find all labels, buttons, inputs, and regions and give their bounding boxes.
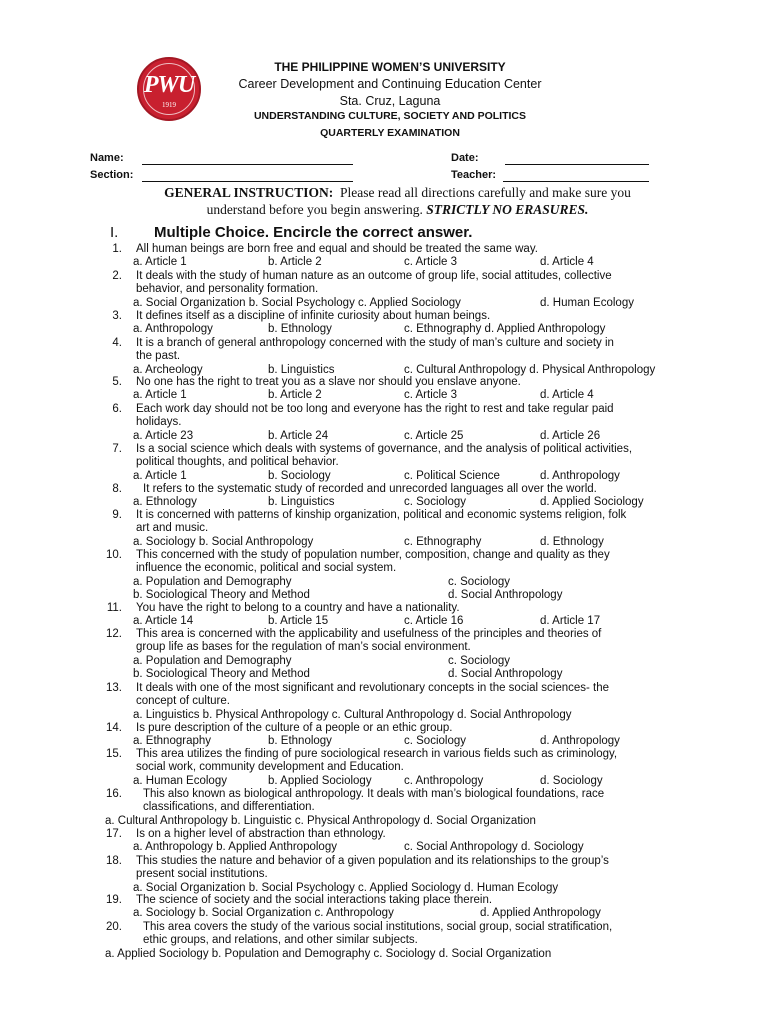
question-text: It refers to the systematic study of recorded and unrecorded languages all over the world.	[143, 483, 597, 495]
name-label: Name:	[90, 152, 124, 164]
question-number: 10.	[106, 549, 122, 561]
section-number: I.	[110, 224, 119, 241]
instruction-line-1	[110, 184, 685, 201]
answer-choice[interactable]: c. Article 25	[404, 429, 464, 442]
instruction-label: GENERAL INSTRUCTION:	[164, 185, 334, 200]
question-text: present social institutions.	[136, 868, 268, 881]
question-text: group life as bases for the regulation of man’s social environment.	[136, 641, 471, 654]
university-name: THE PHILIPPINE WOMEN’S UNIVERSITY	[274, 60, 506, 74]
question-text: It deals with one of the most significant and revolutionary concepts in the social sciences- the	[136, 682, 610, 694]
answer-choice[interactable]: c. Sociology	[448, 575, 511, 588]
answer-choice[interactable]: d. Sociology	[540, 774, 603, 787]
answer-choice[interactable]: d. Anthropology	[540, 469, 620, 482]
instruction-line-2	[110, 201, 685, 218]
question-number: 4.	[112, 337, 122, 349]
question-text: art and music.	[136, 522, 209, 535]
answer-choice[interactable]: a. Sociology b. Social Anthropology	[133, 535, 314, 548]
date-line	[505, 164, 649, 165]
section-title: Multiple Choice. Encircle the correct answer.	[154, 224, 473, 241]
question-text: It defines itself as a discipline of infinite curiosity about human beings.	[136, 310, 491, 322]
question-number: 3.	[112, 310, 122, 322]
answer-choice[interactable]: c. Sociology	[404, 496, 467, 509]
question-text: The science of society and the social interactions taking place therein.	[136, 894, 493, 906]
question-text: Is a social science which deals with systems of governance, and the analysis of political activities,	[136, 443, 633, 455]
answer-choice[interactable]: c. Article 16	[404, 615, 464, 628]
answer-choice[interactable]: a. Sociology b. Social Organization c. Anthropology	[133, 907, 394, 920]
answer-choice[interactable]: c. Ethnography d. Applied Anthropology	[404, 323, 606, 336]
question-text: This concerned with the study of population number, composition, change and quality as they	[136, 549, 610, 561]
answer-choice[interactable]: b. Sociological Theory and Method	[133, 588, 310, 601]
answer-choice[interactable]: d. Social Anthropology	[448, 667, 563, 680]
answer-choice[interactable]: c. Sociology	[404, 735, 467, 748]
question-text: Is on a higher level of abstraction than ethnology.	[136, 828, 386, 840]
answer-choice[interactable]: d. Article 4	[540, 256, 594, 269]
question-text: Is pure description of the culture of a people or an ethic group.	[136, 722, 453, 734]
answer-choice[interactable]: a. Anthropology b. Applied Anthropology	[133, 841, 337, 854]
answer-choice[interactable]: a. Ethnology	[133, 496, 197, 509]
question-number: 2.	[112, 270, 122, 282]
instruction-emphasis: STRICTLY NO ERASURES.	[426, 202, 589, 217]
question-number: 11.	[106, 602, 122, 614]
answer-choice[interactable]: d. Ethnology	[540, 535, 604, 548]
question-number: 5.	[112, 376, 122, 388]
center-name: Career Development and Continuing Education Center	[238, 77, 542, 91]
answer-choice[interactable]: c. Article 3	[404, 256, 458, 269]
answer-choice[interactable]: b. Applied Sociology	[268, 774, 372, 787]
answer-choice[interactable]: d. Article 4	[540, 389, 594, 402]
exam-title: QUARTERLY EXAMINATION	[320, 127, 460, 139]
answer-choice[interactable]: d. Human Ecology	[540, 296, 634, 309]
question-text: holidays.	[136, 416, 182, 429]
question-text: It is concerned with patterns of kinship organization, political and economic systems religion, folk	[136, 509, 627, 521]
answer-choice[interactable]: d. Anthropology	[540, 735, 620, 748]
logo-monogram: PWU	[143, 72, 195, 98]
answer-choice[interactable]: b. Article 2	[268, 389, 322, 402]
answer-choice[interactable]: a. Social Organization b. Social Psychology c. Applied Sociology d. Human Ecology	[133, 881, 559, 894]
question-text: Each work day should not be too long and everyone has the right to rest and take regular paid	[136, 403, 614, 415]
answer-choice[interactable]: a. Archeology	[133, 363, 203, 376]
question-text: This studies the nature and behavior of a given population and its relationships to the group’s	[136, 855, 609, 867]
question-number: 8.	[112, 483, 122, 495]
question-number: 19.	[106, 894, 122, 906]
answer-choice[interactable]: c. Ethnography	[404, 535, 482, 548]
question-number: 20.	[106, 921, 122, 933]
question-text: influence the economic, political and social system.	[136, 562, 397, 575]
answer-choice[interactable]: d. Social Anthropology	[448, 588, 563, 601]
subject-title: UNDERSTANDING CULTURE, SOCIETY AND POLITICS	[253, 110, 527, 122]
answer-choice[interactable]: b. Sociology	[268, 469, 331, 482]
answer-choice[interactable]: a. Anthropology	[133, 323, 213, 336]
question-text: All human beings are born free and equal and should be treated the same way.	[136, 243, 538, 255]
question-text: classifications, and differentiation.	[143, 801, 315, 814]
answer-choice[interactable]: c. Political Science	[404, 469, 500, 482]
answer-choice[interactable]: a. Ethnography	[133, 735, 212, 748]
date-label: Date:	[451, 152, 479, 164]
answer-choice[interactable]: a. Social Organization b. Social Psychology c. Applied Sociology	[133, 296, 461, 309]
section-line	[142, 181, 353, 182]
answer-choice[interactable]: a. Population and Demography	[133, 654, 292, 667]
instruction-text-1: Please read all directions carefully and make sure you	[340, 185, 631, 200]
answer-choice[interactable]: b. Article 15	[268, 615, 329, 628]
question-text: social work, community development and Education.	[136, 761, 404, 774]
section-heading	[110, 224, 472, 241]
logo-year: 1919	[162, 101, 176, 109]
answer-choice[interactable]: c. Article 3	[404, 389, 458, 402]
question-number: 1.	[112, 243, 122, 255]
answer-choice[interactable]: a. Article 1	[133, 389, 187, 402]
question-text: concept of culture.	[136, 695, 230, 708]
question-number: 17.	[106, 828, 122, 840]
answer-choice[interactable]: a. Article 1	[133, 469, 187, 482]
question-text: behavior, and personality formation.	[136, 283, 319, 296]
question-number: 6.	[112, 403, 122, 415]
answer-choice[interactable]: a. Applied Sociology b. Population and Demography c. Sociology d. Social Organization	[105, 947, 552, 960]
answer-choice[interactable]: b. Article 2	[268, 256, 322, 269]
answer-choice[interactable]: d. Applied Anthropology	[480, 907, 601, 920]
answer-choice[interactable]: b. Sociological Theory and Method	[133, 667, 310, 680]
answer-choice[interactable]: d. Article 17	[540, 615, 601, 628]
answer-choice[interactable]: c. Social Anthropology d. Sociology	[404, 841, 584, 854]
question-number: 9.	[112, 509, 122, 521]
answer-choice[interactable]: a. Population and Demography	[133, 575, 292, 588]
name-line	[142, 164, 353, 165]
answer-choice[interactable]: d. Applied Sociology	[540, 496, 644, 509]
university-logo	[137, 57, 201, 121]
answer-choice[interactable]: c. Cultural Anthropology d. Physical Anthropology	[404, 363, 656, 376]
teacher-line	[503, 181, 649, 182]
question-number: 18.	[106, 855, 122, 867]
answer-choice[interactable]: b. Linguistics	[268, 496, 335, 509]
question-number: 13.	[106, 682, 122, 694]
answer-choice[interactable]: a. Article 14	[133, 615, 194, 628]
answer-choice[interactable]: c. Sociology	[448, 654, 511, 667]
question-text: the past.	[136, 350, 181, 363]
question-number: 16.	[106, 788, 122, 800]
question-text: This area utilizes the finding of pure sociological research in various fields such as criminology,	[136, 748, 618, 760]
teacher-label: Teacher:	[451, 169, 497, 181]
answer-choice[interactable]: a. Article 1	[133, 256, 187, 269]
answer-choice[interactable]: b. Linguistics	[268, 363, 335, 376]
question-text: ethic groups, and relations, and other similar subjects.	[143, 934, 418, 947]
answer-choice[interactable]: a. Human Ecology	[133, 774, 227, 787]
question-number: 14.	[106, 722, 122, 734]
answer-choice[interactable]: c. Anthropology	[404, 774, 484, 787]
question-number: 15.	[106, 748, 122, 760]
question-text: This also known as biological anthropology. It deals with man’s biological foundations, race	[143, 788, 605, 800]
section-label: Section:	[90, 169, 134, 181]
answer-choice[interactable]: b. Ethnology	[268, 735, 332, 748]
question-number: 7.	[112, 443, 122, 455]
answer-choice[interactable]: b. Ethnology	[268, 323, 332, 336]
question-text: This area is concerned with the applicability and usefulness of the principles and theories of	[136, 628, 602, 640]
general-instruction	[110, 184, 685, 218]
answer-choice[interactable]: a. Cultural Anthropology b. Linguistic c. Physical Anthropology d. Social Organization	[105, 814, 536, 827]
question-text: It deals with the study of human nature as an outcome of group life, social attitudes, collective	[136, 270, 612, 282]
question-number: 12.	[106, 628, 122, 640]
question-text: It is a branch of general anthropology concerned with the study of man’s culture and society in	[136, 337, 614, 349]
answer-choice[interactable]: d. Article 26	[540, 429, 601, 442]
instruction-text-2: understand before you begin answering.	[206, 202, 423, 217]
question-text: No one has the right to treat you as a slave nor should you enslave anyone.	[136, 376, 521, 388]
question-text: political thoughts, and political behavior.	[136, 456, 339, 469]
question-text: You have the right to belong to a country and have a nationality.	[136, 602, 460, 614]
answer-choice[interactable]: a. Article 23	[133, 429, 194, 442]
location: Sta. Cruz, Laguna	[339, 94, 441, 108]
question-text: This area covers the study of the various social institutions, social group, social stratification,	[143, 921, 613, 933]
answer-choice[interactable]: a. Linguistics b. Physical Anthropology c. Cultural Anthropology d. Social Anthropology	[133, 708, 572, 721]
answer-choice[interactable]: b. Article 24	[268, 429, 329, 442]
